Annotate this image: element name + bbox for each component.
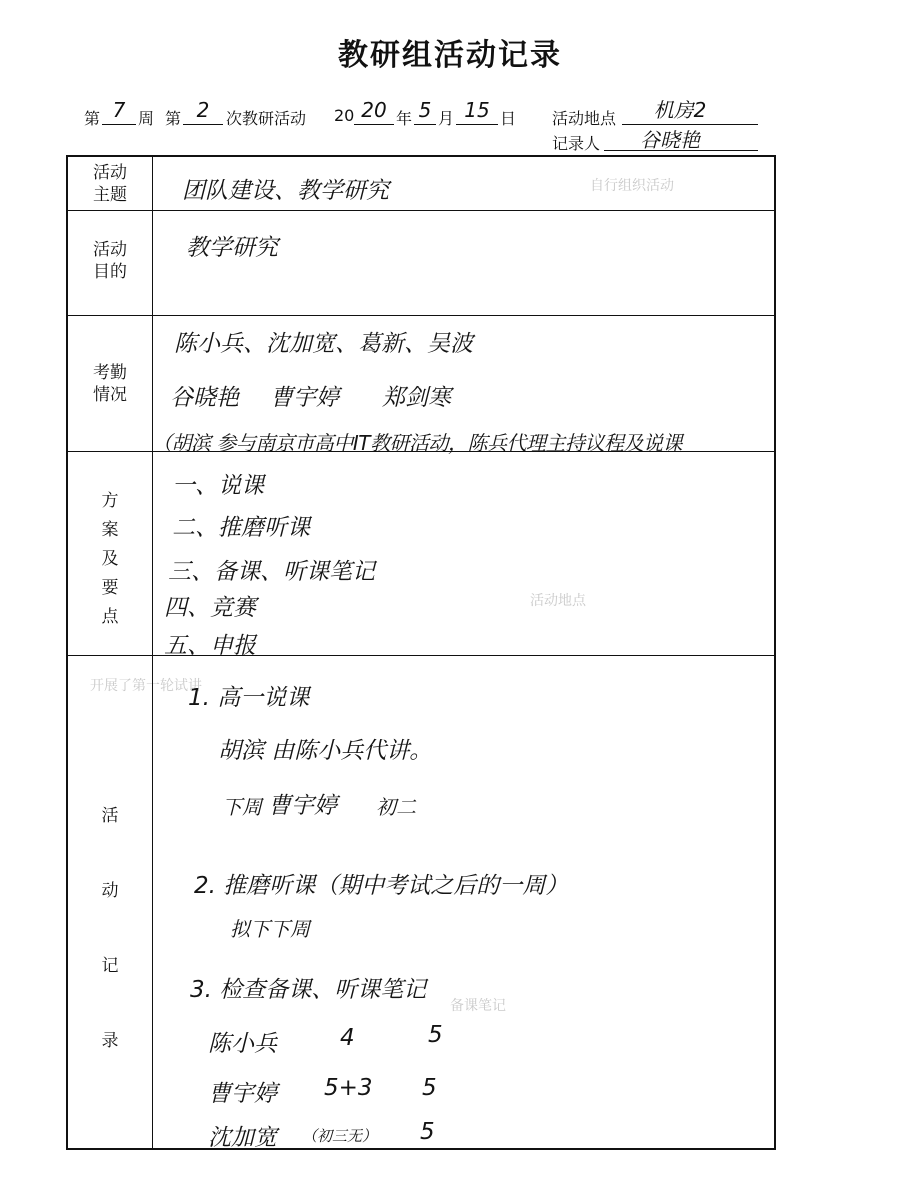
label-line: 活动 xyxy=(93,163,127,183)
record-section-1-title: 1. 高一说课 xyxy=(188,685,310,711)
row-label-attendance xyxy=(68,362,152,406)
attendance-line-2a: 谷晓艳 xyxy=(170,385,239,411)
row-label-record xyxy=(68,779,152,1079)
plan-item: 四、竞赛 xyxy=(164,595,256,621)
record-section-1-line: 胡滨 由陈小兵代讲。 xyxy=(218,738,433,764)
label-line: 点 xyxy=(101,607,119,627)
label-line: 活 xyxy=(101,806,119,826)
record-section-3-title: 3. 检查备课、听课笔记 xyxy=(190,977,427,1003)
row-label-theme xyxy=(68,162,152,206)
record-section-2-line: 拟下下周 xyxy=(230,917,310,941)
check-name: 陈小兵 xyxy=(208,1031,277,1057)
label-line: 记 xyxy=(101,956,119,976)
row-label-plan xyxy=(68,487,152,632)
plan-item: 一、说课 xyxy=(172,473,264,499)
page-title: 教研组活动记录 xyxy=(338,38,562,73)
bleed-text: 开展了第一轮试讲 xyxy=(90,678,202,694)
check-name: 沈加宽 xyxy=(208,1125,277,1151)
week-value: 7 xyxy=(112,98,126,122)
year-suffix: 年 xyxy=(396,109,413,128)
attendance-line-1: 陈小兵、沈加宽、葛新、吴波 xyxy=(174,331,473,357)
week-underline xyxy=(102,124,136,125)
attendance-line-2b: 曹宇婷 xyxy=(270,385,339,411)
plan-item: 三、备课、听课笔记 xyxy=(168,559,375,585)
row-divider xyxy=(68,315,774,316)
location-value: 机房2 xyxy=(653,98,707,122)
check-count-a: 4 xyxy=(340,1025,355,1051)
label-line: 录 xyxy=(101,1031,119,1051)
row-divider xyxy=(68,210,774,211)
label-line: 活动 xyxy=(93,240,127,260)
column-divider xyxy=(152,157,153,1148)
check-count-a: 5+3 xyxy=(324,1075,373,1101)
record-table xyxy=(66,155,776,1150)
day-underline xyxy=(456,124,498,125)
record-section-2-title: 2. 推磨听课（期中考试之后的一周） xyxy=(194,873,569,899)
month-suffix: 月 xyxy=(438,109,455,128)
year-prefix: 20 xyxy=(334,106,355,125)
theme-content: 团队建设、教学研究 xyxy=(182,178,389,204)
attendance-line-3: （胡滨 参与南京市高中IT教研活动，陈兵代理主持议程及说课 xyxy=(152,431,682,455)
label-line: 情况 xyxy=(93,385,127,405)
year-underline xyxy=(354,124,394,125)
check-count-a: （初三无） xyxy=(302,1127,378,1145)
bleed-text: 自行组织活动 xyxy=(590,178,674,194)
recorder-label: 记录人 xyxy=(552,134,601,153)
attendance-line-2c: 郑剑寒 xyxy=(382,385,451,411)
label-line: 案 xyxy=(101,520,119,540)
row-label-purpose xyxy=(68,239,152,283)
month-underline xyxy=(414,124,436,125)
label-line: 主题 xyxy=(93,185,127,205)
session-value: 2 xyxy=(196,98,210,122)
label-line: 方 xyxy=(101,491,119,511)
week-prefix: 第 xyxy=(84,109,101,128)
check-name: 曹宇婷 xyxy=(208,1081,277,1107)
session-prefix: 第 xyxy=(165,109,182,128)
label-line: 目的 xyxy=(93,262,127,282)
day-suffix: 日 xyxy=(500,109,517,128)
bleed-text: 备课笔记 xyxy=(450,998,506,1014)
plan-item: 二、推磨听课 xyxy=(172,515,310,541)
day-value: 15 xyxy=(464,98,490,122)
check-count-b: 5 xyxy=(428,1022,443,1048)
bleed-text: 活动地点 xyxy=(530,593,586,609)
label-line: 动 xyxy=(101,881,119,901)
check-count-b: 5 xyxy=(422,1075,437,1101)
session-suffix: 次教研活动 xyxy=(226,109,307,128)
recorder-value: 谷晓艳 xyxy=(640,128,700,152)
plan-item: 五、申报 xyxy=(164,633,256,659)
session-underline xyxy=(183,124,223,125)
record-section-1-next: 初二 xyxy=(376,795,416,819)
week-suffix: 周 xyxy=(138,109,155,128)
check-count-b: 5 xyxy=(420,1119,435,1145)
label-line: 考勤 xyxy=(93,363,127,383)
month-value: 5 xyxy=(418,98,432,122)
location-label: 活动地点 xyxy=(552,109,617,128)
year-value: 20 xyxy=(361,98,387,122)
record-section-1-next: 曹宇婷 xyxy=(268,793,337,819)
label-line: 要 xyxy=(101,578,119,598)
purpose-content: 教学研究 xyxy=(186,235,278,261)
record-section-1-next: 下周 xyxy=(222,795,262,819)
label-line: 及 xyxy=(101,549,119,569)
